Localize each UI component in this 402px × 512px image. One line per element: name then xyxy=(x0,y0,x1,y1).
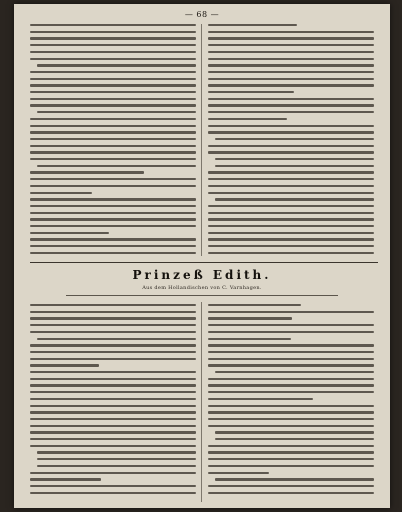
text-line xyxy=(30,118,196,120)
text-line xyxy=(37,338,196,340)
text-line xyxy=(30,438,196,440)
text-line xyxy=(30,398,196,400)
text-line xyxy=(30,78,196,80)
text-line xyxy=(30,232,109,234)
text-line xyxy=(208,37,374,39)
text-line xyxy=(30,44,196,46)
text-line xyxy=(37,465,196,467)
text-line xyxy=(215,478,374,480)
page-number: — 68 — xyxy=(184,10,220,19)
text-line xyxy=(30,51,196,53)
text-line xyxy=(37,165,196,167)
text-line xyxy=(208,458,374,460)
lower-right-text-column xyxy=(208,302,374,502)
text-line xyxy=(208,178,374,180)
text-line xyxy=(30,158,196,160)
text-line xyxy=(30,58,196,60)
text-line xyxy=(208,445,374,447)
text-line xyxy=(208,364,374,366)
text-line xyxy=(215,165,374,167)
credit-rule xyxy=(66,295,338,296)
text-line xyxy=(208,185,374,187)
upper-right-text-column xyxy=(208,22,374,258)
text-line xyxy=(30,252,196,254)
text-line xyxy=(30,91,196,93)
text-line xyxy=(30,198,196,200)
text-line xyxy=(208,205,374,207)
text-line xyxy=(208,465,374,467)
text-line xyxy=(208,492,374,494)
text-line xyxy=(208,331,374,333)
text-line xyxy=(208,24,297,26)
text-line xyxy=(30,71,196,73)
text-line xyxy=(208,351,374,353)
lower-column-rule xyxy=(201,302,202,502)
text-line xyxy=(30,131,196,133)
text-line xyxy=(30,84,196,86)
text-line xyxy=(30,178,196,180)
text-line xyxy=(208,151,374,153)
text-line xyxy=(208,304,301,306)
text-line xyxy=(208,378,374,380)
text-line xyxy=(208,118,287,120)
text-line xyxy=(37,64,196,66)
text-line xyxy=(208,225,374,227)
text-line xyxy=(208,192,374,194)
text-line xyxy=(208,71,374,73)
text-line xyxy=(208,405,374,407)
text-line xyxy=(37,111,196,113)
text-line xyxy=(208,98,374,100)
text-line xyxy=(30,185,196,187)
text-line xyxy=(208,131,374,133)
text-line xyxy=(37,451,196,453)
text-line xyxy=(30,411,196,413)
text-line xyxy=(208,104,374,106)
text-line xyxy=(30,218,196,220)
text-line xyxy=(30,358,196,360)
text-line xyxy=(30,245,196,247)
lower-left-text-column xyxy=(30,302,196,502)
text-line xyxy=(30,317,196,319)
text-line xyxy=(30,37,196,39)
text-line xyxy=(30,192,92,194)
text-line xyxy=(30,492,196,494)
text-line xyxy=(208,317,292,319)
text-line xyxy=(30,478,101,480)
upper-column-rule xyxy=(201,24,202,256)
text-line xyxy=(208,358,374,360)
text-line xyxy=(30,425,196,427)
text-line xyxy=(30,151,196,153)
text-line xyxy=(208,125,374,127)
text-line xyxy=(30,405,196,407)
text-line xyxy=(30,311,196,313)
text-line xyxy=(30,238,196,240)
text-line xyxy=(30,145,196,147)
text-line xyxy=(215,138,374,140)
text-line xyxy=(30,205,196,207)
text-line xyxy=(208,31,374,33)
text-line xyxy=(208,212,374,214)
text-line xyxy=(208,338,291,340)
text-line xyxy=(30,104,196,106)
text-line xyxy=(30,24,196,26)
text-line xyxy=(208,485,374,487)
text-line xyxy=(208,311,374,313)
text-line xyxy=(208,344,374,346)
text-line xyxy=(30,371,196,373)
text-line xyxy=(30,331,196,333)
text-line xyxy=(208,411,374,413)
text-line xyxy=(30,138,196,140)
text-line xyxy=(208,171,374,173)
text-line xyxy=(215,438,374,440)
upper-left-text-column xyxy=(30,22,196,258)
newspaper-page xyxy=(14,4,390,508)
text-line xyxy=(30,212,196,214)
text-line xyxy=(215,431,374,433)
text-line xyxy=(30,351,196,353)
text-line xyxy=(208,64,374,66)
text-line xyxy=(208,252,374,254)
text-line xyxy=(208,238,374,240)
text-line xyxy=(208,391,374,393)
text-line xyxy=(215,158,374,160)
text-line xyxy=(208,324,374,326)
text-line xyxy=(208,418,374,420)
text-line xyxy=(30,472,196,474)
text-line xyxy=(208,145,374,147)
text-line xyxy=(30,304,196,306)
text-line xyxy=(208,232,374,234)
text-line xyxy=(208,425,374,427)
text-line xyxy=(30,384,196,386)
text-line xyxy=(208,91,294,93)
text-line xyxy=(30,364,99,366)
article-title: Prinzeß Edith. xyxy=(132,268,272,282)
text-line xyxy=(208,51,374,53)
text-line xyxy=(208,44,374,46)
text-line xyxy=(208,218,374,220)
text-line xyxy=(208,384,374,386)
text-line xyxy=(208,245,374,247)
text-line xyxy=(208,398,313,400)
text-line xyxy=(208,451,374,453)
article-credit: Aus dem Hollandischen von C. Varnhagen. xyxy=(142,285,262,291)
text-line xyxy=(30,225,196,227)
text-line xyxy=(30,431,196,433)
text-line xyxy=(30,344,196,346)
text-line xyxy=(208,78,374,80)
section-divider xyxy=(30,262,378,263)
text-line xyxy=(30,378,196,380)
text-line xyxy=(208,84,374,86)
text-line xyxy=(215,371,374,373)
text-line xyxy=(208,58,374,60)
text-line xyxy=(30,31,196,33)
text-line xyxy=(30,418,196,420)
text-line xyxy=(30,98,196,100)
text-line xyxy=(30,391,196,393)
text-line xyxy=(30,445,196,447)
text-line xyxy=(37,458,196,460)
text-line xyxy=(208,472,269,474)
text-line xyxy=(208,111,374,113)
text-line xyxy=(215,198,374,200)
text-line xyxy=(30,485,196,487)
text-line xyxy=(30,324,196,326)
text-line xyxy=(30,171,144,173)
text-line xyxy=(30,125,196,127)
